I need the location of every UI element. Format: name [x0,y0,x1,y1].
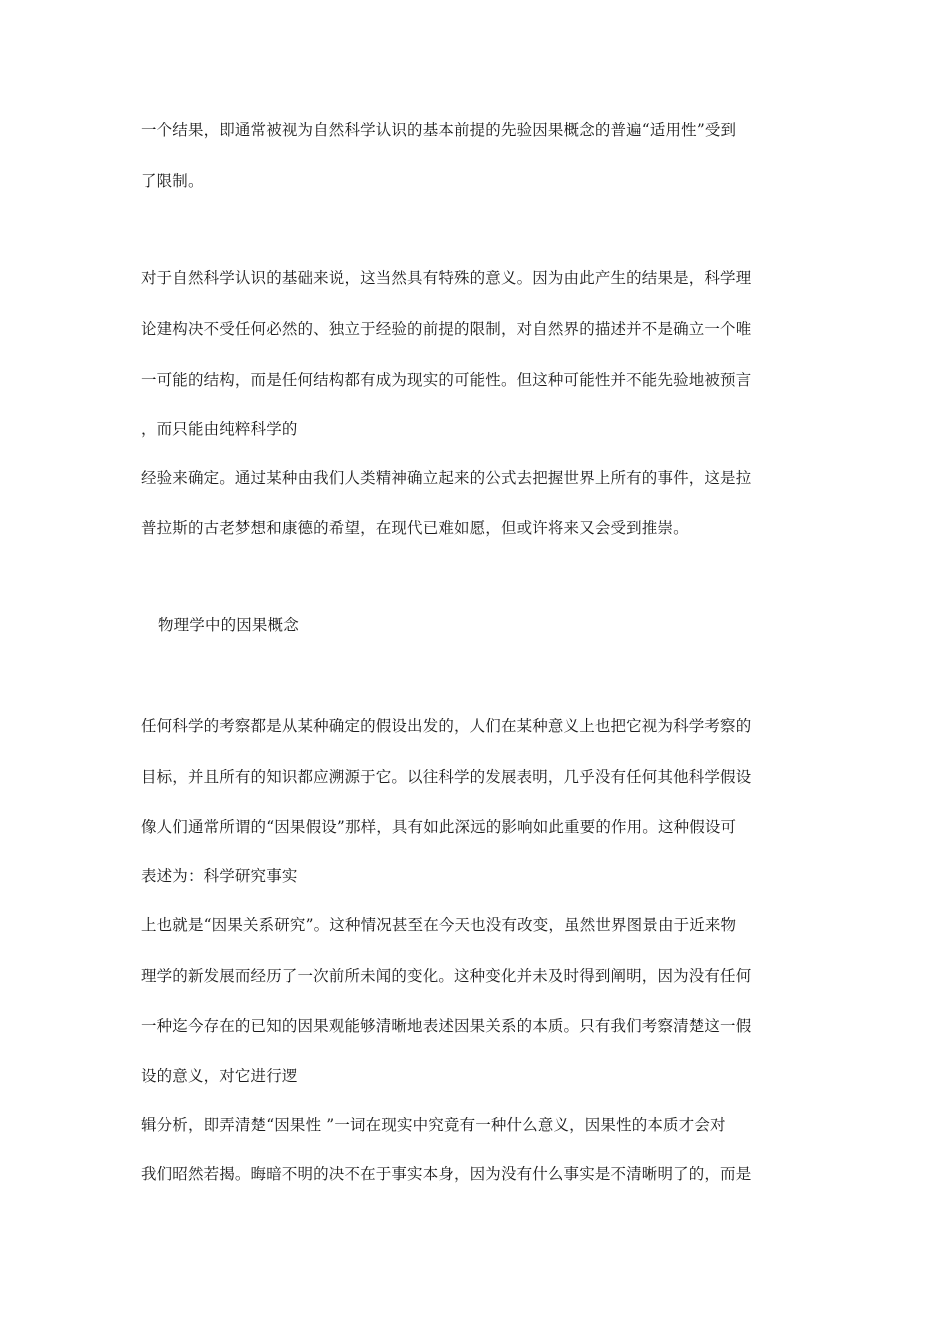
text-line: 设的意义，对它进行逻 [141,1067,298,1085]
text-line: 经验来确定。通过某种由我们人类精神确立起来的公式去把握世界上所有的事件，这是拉 [141,469,752,487]
text-line: 对于自然科学认识的基础来说，这当然具有特殊的意义。因为由此产生的结果是，科学理 [141,269,752,287]
section-heading: 物理学中的因果概念 [158,616,299,634]
text-line: 一个结果，即通常被视为自然科学认识的基本前提的先验因果概念的普遍“适用性”受到 [141,121,737,139]
text-line: 我们昭然若揭。晦暗不明的决不在于事实本身，因为没有什么事实是不清晰明了的，而是 [141,1165,752,1183]
text-line: 论建构决不受任何必然的、独立于经验的前提的限制，对自然界的描述并不是确立一个唯 [141,320,752,338]
text-line: 一种迄今存在的已知的因果观能够清晰地表述因果关系的本质。只有我们考察清楚这一假 [141,1017,752,1035]
text-line: 理学的新发展而经历了一次前所未闻的变化。这种变化并未及时得到阐明，因为没有任何 [141,967,752,985]
text-line: 像人们通常所谓的“因果假设”那样，具有如此深远的影响如此重要的作用。这种假设可 [141,818,737,836]
text-line: 目标，并且所有的知识都应溯源于它。以往科学的发展表明，几乎没有任何其他科学假设 [141,768,752,786]
text-line: 任何科学的考察都是从某种确定的假设出发的，人们在某种意义上也把它视为科学考察的 [141,717,752,735]
text-line: 普拉斯的古老梦想和康德的希望，在现代已难如愿，但或许将来又会受到推崇。 [141,519,689,537]
text-line: 上也就是“因果关系研究”。这种情况甚至在今天也没有改变，虽然世界图景由于近来物 [141,916,737,934]
text-line: 一可能的结构，而是任何结构都有成为现实的可能性。但这种可能性并不能先验地被预言 [141,371,752,389]
text-line: 辑分析，即弄清楚“因果性 ”一词在现实中究竟有一种什么意义，因果性的本质才会对 [141,1116,726,1134]
text-line: 表述为：科学研究事实 [141,867,298,885]
text-line: 了限制。 [141,172,204,190]
text-line: ，而只能由纯粹科学的 [141,420,298,438]
